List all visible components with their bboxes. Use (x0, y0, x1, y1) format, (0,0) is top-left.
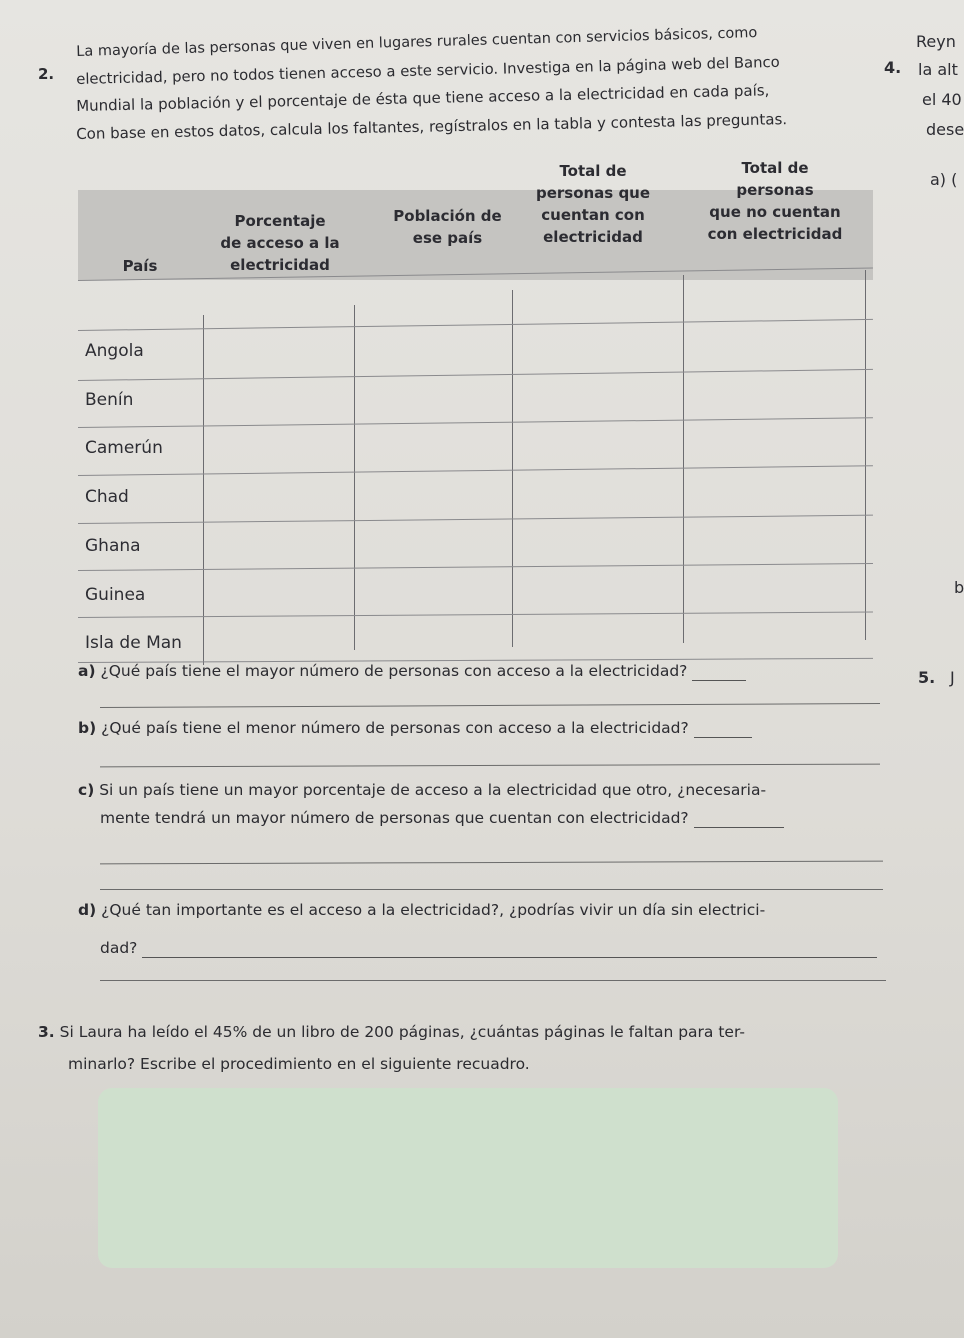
grid-hline-2 (78, 369, 873, 381)
q2-line-3: Mundial la población y el porcentaje de ésta que tiene acceso a la electricidad en cada país, (76, 81, 770, 115)
q5-number: 5. (918, 668, 936, 687)
country-benin: Benín (85, 390, 134, 410)
question-d-line-1: d) ¿Qué tan importante es el acceso a la electricidad?, ¿podrías vivir un día sin electrici- (78, 901, 766, 919)
procedure-answer-box[interactable] (98, 1088, 838, 1268)
answer-c-line-2[interactable] (100, 889, 883, 890)
grid-vline-4 (683, 275, 684, 643)
header-porcentaje: Porcentaje de acceso a la electricidad (220, 212, 340, 274)
country-camerun: Camerún (85, 438, 163, 458)
grid-hline-7 (78, 611, 873, 618)
answer-a-blank[interactable] (692, 664, 746, 681)
question-c-line-2: mente tendrá un mayor número de personas que cuentan con electricidad? (100, 808, 784, 828)
grid-hline-3 (78, 417, 873, 428)
country-isla-de-man: Isla de Man (85, 633, 182, 653)
question-c-line-1: c) Si un país tiene un mayor porcentaje de acceso a la electricidad que otro, ¿necesaria- (78, 781, 767, 799)
q2-line-1: La mayoría de las personas que viven en lugares rurales cuentan con servicios básicos, como (76, 24, 758, 60)
country-guinea: Guinea (85, 585, 146, 605)
q4-fragment-1: Reyn (916, 32, 956, 51)
grid-hline-5 (78, 515, 873, 524)
answer-a-line[interactable] (100, 703, 880, 708)
question-3-line-2: minarlo? Escribe el procedimiento en el siguiente recuadro. (68, 1055, 530, 1073)
answer-c-line-1[interactable] (100, 861, 883, 865)
header-total-sin: Total de personas que no cuentan con electricidad (707, 159, 843, 243)
q4-item-b: b (954, 578, 964, 597)
q4-fragment-3: el 40 (922, 90, 962, 109)
grid-vline-1 (203, 315, 204, 665)
country-ghana: Ghana (85, 536, 141, 556)
q5-fragment: J (950, 668, 955, 687)
question-3-line-1: 3. Si Laura ha leído el 45% de un libro de 200 páginas, ¿cuántas páginas le faltan para ter- (38, 1023, 745, 1041)
question-a: a) ¿Qué país tiene el mayor número de personas con acceso a la electricidad? (78, 661, 746, 681)
grid-hline-4 (78, 465, 873, 476)
grid-hline-1 (78, 319, 873, 331)
answer-d-line[interactable] (100, 980, 886, 981)
question-b: b) ¿Qué país tiene el menor número de personas con acceso a la electricidad? (78, 718, 752, 738)
answer-d-blank[interactable] (142, 941, 877, 958)
answer-c-blank[interactable] (694, 811, 784, 828)
q4-fragment-2: la alt (918, 60, 958, 79)
country-angola: Angola (85, 341, 144, 361)
grid-vline-2 (354, 305, 355, 650)
q4-number: 4. (884, 58, 902, 77)
electricity-table (70, 155, 875, 665)
question-d-line-2: dad? (100, 938, 877, 958)
q2-line-2: electricidad, pero no todos tienen acceso a este servicio. Investiga en la página web del Banco (76, 53, 780, 88)
q4-fragment-4: dese (926, 120, 964, 139)
answer-b-blank[interactable] (694, 721, 752, 738)
q4-item-a: a) ( (930, 170, 958, 189)
q2-line-4: Con base en estos datos, calcula los faltantes, regístralos en la tabla y contesta las preguntas. (76, 110, 788, 143)
header-total-con: Total de personas que cuentan con electricidad (535, 162, 651, 246)
answer-b-line[interactable] (100, 764, 880, 768)
country-chad: Chad (85, 487, 129, 507)
grid-vline-5 (865, 270, 866, 640)
q2-number: 2. (38, 65, 55, 83)
grid-hline-6 (78, 563, 873, 571)
header-poblacion: Población de ese país (393, 207, 502, 247)
header-pais: País (122, 257, 158, 275)
grid-vline-3 (512, 290, 513, 647)
